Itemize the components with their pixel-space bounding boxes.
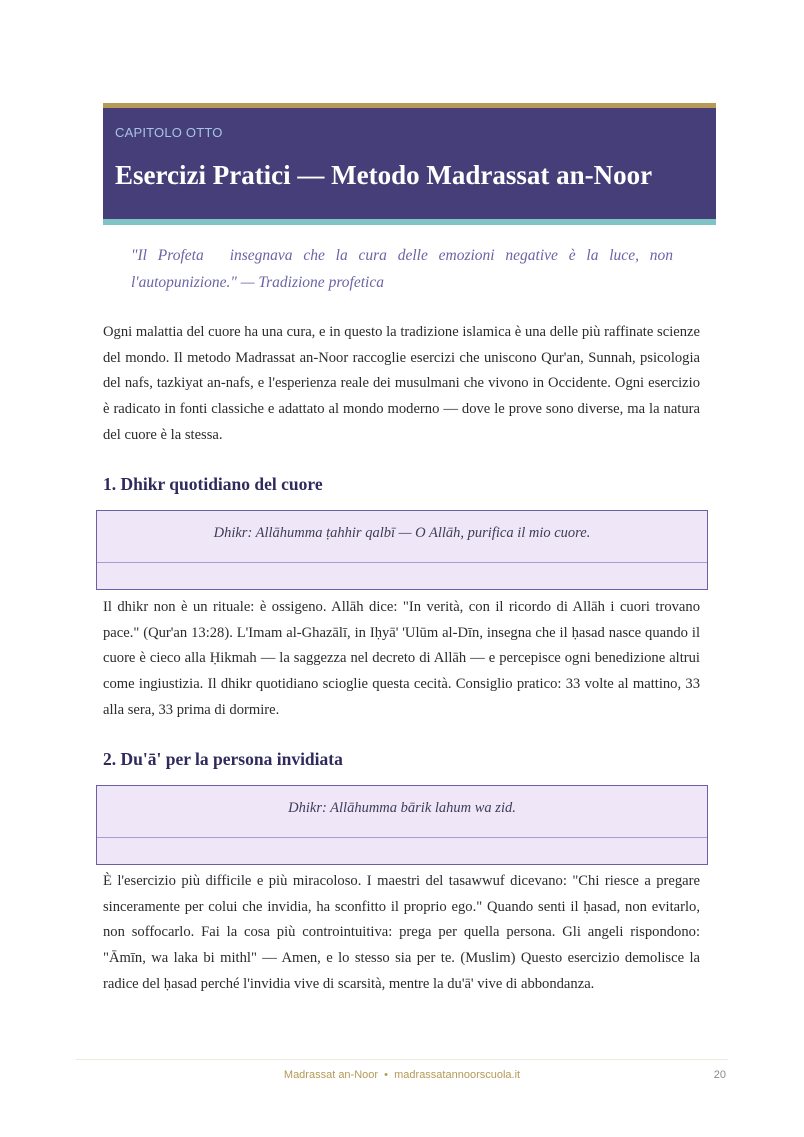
epigraph-part-1: "Il Profeta [131, 247, 204, 264]
section-heading-1: 1. Dhikr quotidiano del cuore [103, 474, 323, 494]
dhikr-divider-1 [97, 562, 707, 563]
section-body-2: È l'esercizio più difficile e più miracoloso. I maestri del tasawwuf dicevano: "Chi riesce a pregare sinceramente per colui che invidia, ha sconfitto il proprio ego." Quando senti il ḥasad, non evitarlo, non soffocarlo. Fai la cosa più controintuitiva: prega per quella persona. Gli angeli rispondono: "Āmīn, wa laka bi mithl" — Amen, e lo stesso sia per te. (Muslim) Questo esercizio demolisce la radice del ḥasad perché l'invidia vive di scarsità, mentre la du'ā' vive di abbondanza. [103, 873, 700, 992]
chapter-header [103, 103, 716, 225]
epigraph-part-2: insegnava che la cura delle emozioni negative è la luce, non l'autopunizione." — Tradizione profetica [131, 247, 673, 291]
section-body-1: Il dhikr non è un rituale: è ossigeno. Allāh dice: "In verità, con il ricordo di Allāh i cuori trovano pace." (Qur'an 13:28). L'Imam al-Ghazālī, in Iḥyā' 'Ulūm al-Dīn, insegna che il ḥasad nasce quando il cuore è cieco alla Ḥikmah — la saggezza nel decreto di Allāh — e percepisce ogni benedizione altrui come ingiustizia. Il dhikr quotidiano scioglie questa cecità. Consiglio pratico: 33 volte al mattino, 33 alla sera, 33 prima di dormire. [103, 599, 700, 718]
footer-divider [76, 1059, 728, 1060]
dhikr-box-1 [96, 510, 708, 590]
chapter-label: CAPITOLO OTTO [115, 125, 223, 140]
page-number: 20 [713, 1069, 726, 1081]
chapter-title: Esercizi Pratici — Metodo Madrassat an-Noor [115, 160, 653, 190]
dhikr-text-2: Dhikr: Allāhumma bārik lahum wa zid. [288, 800, 516, 816]
section-heading-2: 2. Du'ā' per la persona invidiata [103, 749, 343, 769]
intro-paragraph: Ogni malattia del cuore ha una cura, e in questo la tradizione islamica è una delle più raffinate scienze del mondo. Il metodo Madrassat an-Noor raccoglie esercizi che uniscono Qur'an, Sunnah, psicologia del nafs, tazkiyat an-nafs, e l'esperienza reale dei musulmani che vivono in Occidente. Ogni esercizio è radicato in fonti classiche e adattato al mondo moderno — dove le prove sono diverse, ma la natura del cuore è la stessa. [103, 324, 700, 443]
dhikr-text-1: Dhikr: Allāhumma ṭahhir qalbī — O Allāh, purifica il mio cuore. [213, 525, 591, 541]
epigraph-quote [131, 242, 673, 296]
dhikr-divider-2 [97, 837, 707, 838]
dhikr-box-2 [96, 785, 708, 865]
footer-text: Madrassat an-Noor • madrassatannoorscuola.it [283, 1069, 521, 1081]
